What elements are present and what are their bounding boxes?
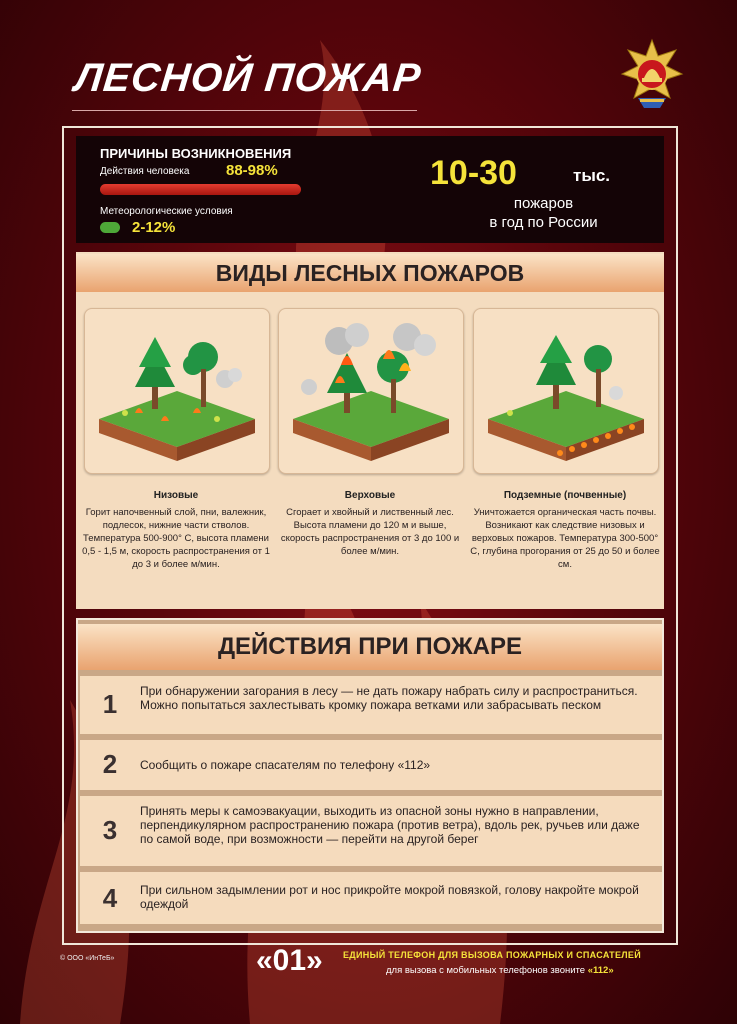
sheet-number: «01» [256, 944, 323, 977]
forest-fire-ground-icon [85, 309, 269, 473]
meteo-value: 2-12% [132, 219, 176, 236]
emergency-line: ЕДИНЫЙ ТЕЛЕФОН ДЛЯ ВЫЗОВА ПОЖАРНЫХ И СПАСАТЕЛЕЙ [343, 950, 641, 960]
forest-fire-underground-icon [474, 309, 658, 473]
action-number: 3 [102, 815, 118, 845]
action-number: 1 [102, 689, 118, 719]
forest-fire-crown-icon [279, 309, 463, 473]
action-row-2 [80, 740, 662, 790]
causes-panel [76, 136, 664, 243]
emblem-icon [620, 38, 684, 112]
type-name-crown: Верховые [344, 490, 396, 501]
fire-types-heading: ВИДЫ ЛЕСНЫХ ПОЖАРОВ [76, 254, 664, 292]
action-text: Принять меры к самоэвакуации, выходить из опасной зоны нужно в направлении, перпендикулярном распространению пожара (против ветра), вдоль рек, ручьев или даже по самой воде, при возможности — перейти на другой берег [140, 804, 640, 846]
fires-caption-2: в год по России [489, 214, 598, 231]
causes-heading: ПРИЧИНЫ ВОЗНИКНОВЕНИЯ [100, 146, 292, 161]
meteo-bar [100, 222, 120, 233]
action-text: Сообщить о пожаре спасателям по телефону «112» [140, 758, 431, 772]
type-desc-crown: Сгорает и хвойный и лиственный лес. Высота пламени до 120 м и выше, скорость распространения от 3 до 100 и более м/мин. [280, 507, 460, 557]
crown-fire-card [278, 308, 464, 474]
type-desc-underground: Уничтожается органическая часть почвы. Возникают как следствие низовых и верховых пожаров. Температура 300-500° С, глубина прогорания от 25 до 50 и более см. [470, 507, 660, 570]
action-text: При сильном задымлении рот и нос прикройте мокрой повязкой, голову накройте мокрой одеждой [140, 883, 639, 911]
action-number: 2 [102, 749, 118, 779]
ground-fire-card [84, 308, 270, 474]
action-text: При обнаружении загорания в лесу — не дать пожару набрать силу и распространиться. Можно попытаться захлестывать кромку пожара ветками или забрасывать песком [140, 684, 638, 712]
phone-number: «112» [587, 965, 614, 976]
action-number: 4 [102, 883, 118, 913]
action-row-1 [80, 676, 662, 734]
type-desc-ground: Горит напочвенный слой, пни, валежник, подлесок, нижние части стволов. Температура 500-900° С, высота пламени 0,5 - 1,5 м, скорость распространения от 1 до 3 и более м/мин. [82, 507, 270, 570]
type-name-underground: Подземные (почвенные) [503, 490, 627, 501]
human-bar [100, 184, 301, 195]
human-value: 88-98% [226, 162, 278, 179]
actions-section [76, 618, 664, 933]
action-row-4 [80, 872, 662, 924]
mobile-line [386, 965, 614, 976]
fires-count: 10-30 [430, 154, 517, 192]
human-label: Действия человека [100, 166, 190, 177]
underground-fire-card [473, 308, 659, 474]
title-divider [72, 110, 417, 111]
fires-unit: тыс. [573, 166, 611, 185]
fires-caption-1: пожаров [513, 195, 574, 212]
actions-heading: ДЕЙСТВИЯ ПРИ ПОЖАРЕ [78, 624, 662, 670]
action-row-3 [80, 796, 662, 866]
fires-caption [456, 194, 631, 232]
copyright: © ООО «ИнТеБ» [60, 955, 115, 962]
page-title: ЛЕСНОЙ ПОЖАР [72, 56, 424, 100]
fire-types-section [76, 252, 664, 609]
mobile-text: для вызова с мобильных телефонов звоните [386, 965, 586, 976]
meteo-label: Метеорологические условия [100, 206, 233, 217]
type-name-ground: Низовые [153, 490, 199, 501]
